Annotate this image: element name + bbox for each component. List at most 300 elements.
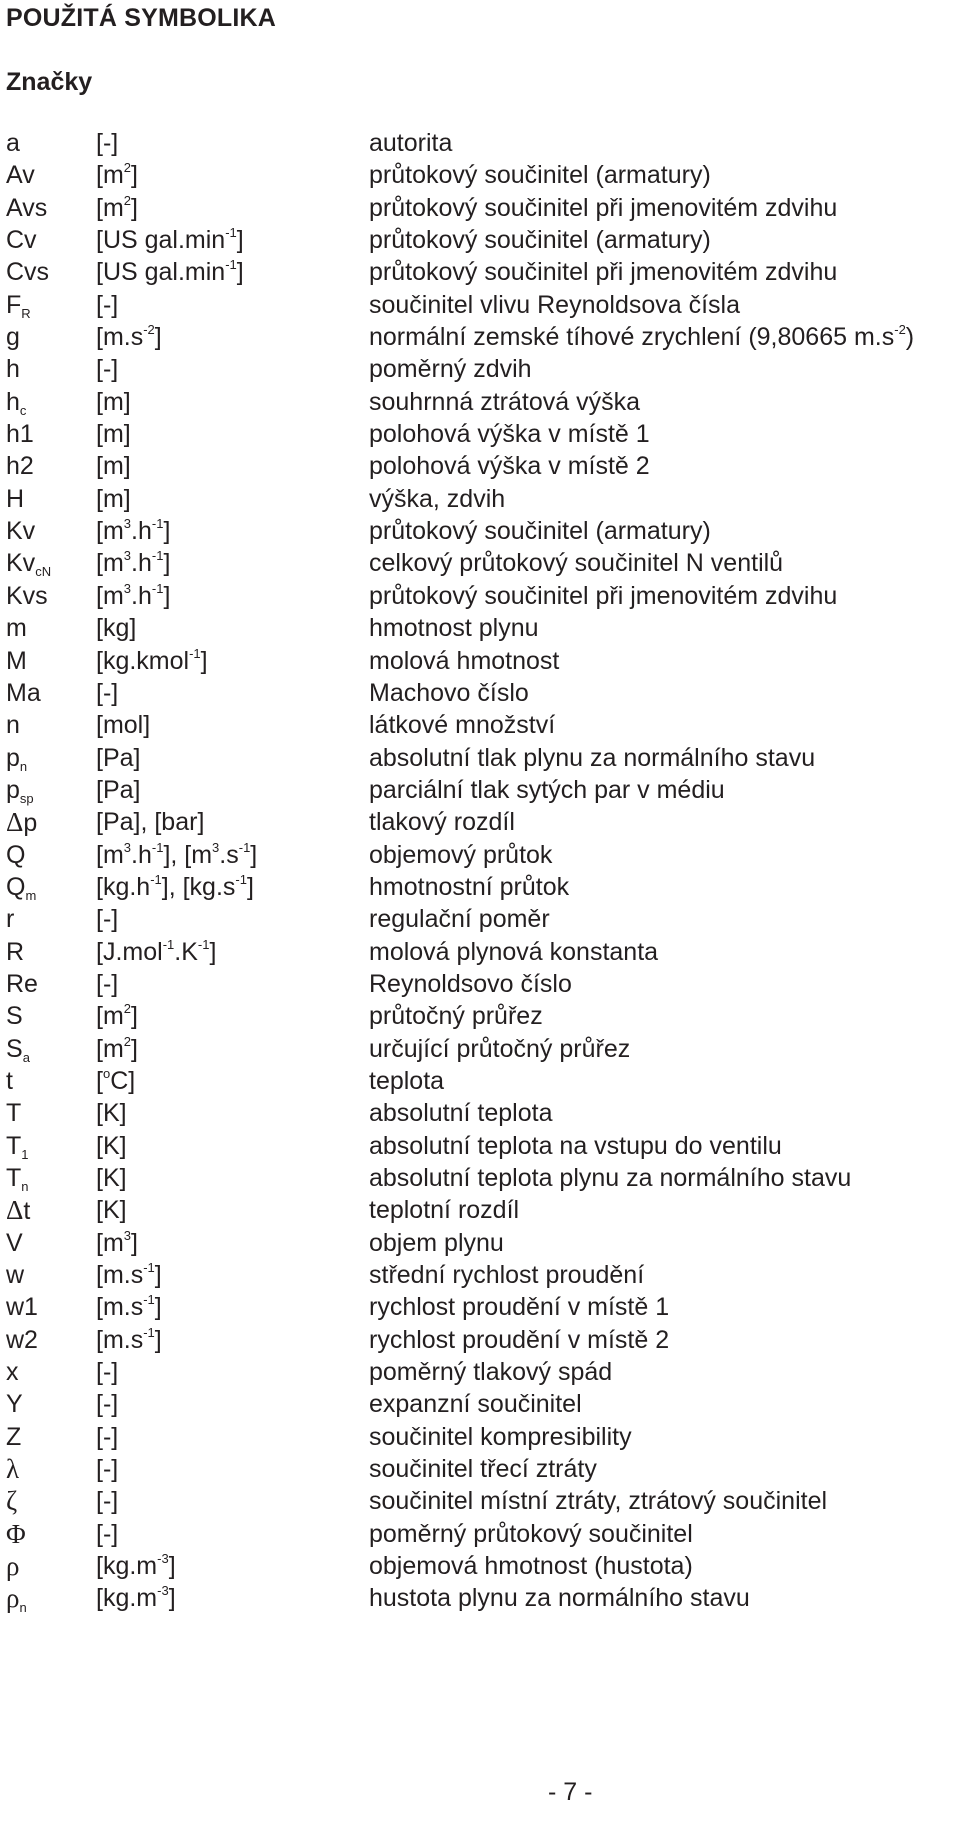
subscript: cN [35,564,52,580]
unit [96,386,131,418]
text-segment: ] [236,226,244,255]
unit [96,839,257,871]
superscript: -1 [225,257,237,273]
symbol [6,353,20,385]
description: molová plynová konstanta [369,937,659,966]
description: tlakový rozdíl [369,808,515,837]
symbol-row [6,968,946,1000]
text-segment: [kg.h [96,872,151,901]
text-segment: h1 [6,420,34,449]
text-segment: .s [219,840,239,869]
description: Reynoldsovo číslo [369,969,572,998]
symbol [6,289,31,321]
unit [96,1000,138,1032]
text-segment: S [6,1034,23,1063]
text-segment: [US gal.min [96,226,226,255]
symbol-row [6,1388,946,1420]
superscript: -3 [157,1551,169,1567]
text-segment: ] [168,1552,176,1581]
subscript: R [21,305,31,321]
description: autorita [369,129,453,157]
subscript: sp [19,790,34,806]
description: souhrnná ztrátová výška [369,387,640,416]
unit [96,256,244,288]
subscript: m [25,887,37,903]
text-segment: [Pa], [bar] [96,808,205,837]
superscript: 2 [123,160,132,176]
unit [96,127,118,159]
unit [96,742,140,774]
unit [96,1485,118,1517]
symbol [6,192,47,224]
text-segment: ] [209,937,217,966]
superscript: -2 [894,322,906,338]
description: rychlost proudění v místě 1 [369,1293,670,1322]
superscript: -1 [150,871,162,887]
text-segment: h [6,387,20,416]
description: molová hmotnost [369,646,560,675]
unit [96,774,140,806]
text-segment: F [6,290,22,319]
superscript: -1 [151,839,164,855]
symbol [6,709,20,741]
text-segment: ] [250,840,258,869]
description: polohová výška v místě 1 [369,420,650,449]
superscript: 3 [123,516,132,532]
text-segment: [J.mol [96,937,163,966]
text-segment: Q [6,840,26,869]
text-segment: [m.s [96,1325,144,1354]
unit [96,321,162,353]
text-segment: Y [6,1390,23,1419]
superscript: 3 [123,580,132,596]
symbol [6,645,27,677]
superscript: 2 [123,1033,132,1049]
text-segment: M [6,646,27,675]
subscript: c [19,402,27,418]
symbol [6,515,35,547]
symbol [6,1000,23,1032]
text-segment: [-] [96,1390,119,1419]
unit [96,1130,127,1162]
text-segment: m [6,614,27,643]
text-segment: p [23,809,38,838]
text-segment: Re [6,969,38,998]
symbol [6,159,35,191]
unit [96,1356,118,1388]
text-segment: ] [246,872,254,901]
text-segment: Cv [6,226,37,255]
symbol [6,1033,30,1065]
description: parciální tlak sytých par v médiu [369,775,725,804]
symbol-row [6,1162,946,1194]
symbol [6,1324,38,1356]
symbol-row [6,1194,946,1226]
unit [96,1033,138,1065]
text-segment: Cvs [6,258,50,287]
text-segment: t [6,1066,13,1095]
symbol [6,677,41,709]
symbol-row [6,1421,946,1453]
text-segment: g [6,323,20,352]
text-segment: T [6,1164,22,1192]
text-segment: [kg] [96,614,137,643]
symbol-row [6,192,946,224]
greek-letter: ρ [6,1551,20,1582]
symbol-row [6,418,946,450]
symbol-row [6,353,946,385]
description: absolutní teplota [369,1099,553,1128]
text-segment: [-] [96,290,119,319]
text-segment: x [6,1358,19,1387]
subscript: n [21,1179,29,1194]
symbol-row [6,1130,946,1162]
text-segment: [K] [96,1131,127,1160]
text-segment: h [6,355,20,384]
text-segment: ], [m [163,840,213,869]
superscript: -3 [157,1583,169,1599]
text-segment: [US gal.min [96,258,226,287]
description: průtočný průřez [369,1002,543,1031]
symbol [6,483,24,515]
description: teplotní rozdíl [369,1196,520,1225]
text-segment: [-] [96,1455,119,1484]
unit [96,224,244,256]
symbol [6,580,48,612]
symbol-row [6,709,946,741]
text-segment: C] [110,1066,136,1095]
symbol-row [6,289,946,321]
description: průtokový součinitel při jmenovitém zdvihu [369,193,838,222]
unit [96,450,131,482]
description [369,321,914,353]
symbol-row [6,645,946,677]
text-segment: Q [6,872,26,901]
symbol-row [6,936,946,968]
description: průtokový součinitel (armatury) [369,226,711,255]
text-segment: [-] [96,355,119,384]
text-segment: Kv [6,517,36,546]
symbol-row [6,1550,946,1582]
unit [96,159,138,191]
unit [96,871,254,903]
text-segment: [m [96,840,124,869]
symbol-row [6,127,946,159]
symbol [6,224,37,256]
text-segment: [kg.m [96,1552,158,1581]
symbol-row [6,1033,946,1065]
superscript: -1 [189,645,201,661]
text-segment: T [6,1131,22,1160]
superscript: 3 [123,548,132,564]
symbol-row [6,256,946,288]
text-segment: ] [131,193,138,222]
text-segment: ] [131,1228,138,1257]
text-segment: [m [96,193,124,222]
text-segment: [-] [96,678,119,707]
symbol-row [6,839,946,871]
superscript: -2 [143,322,155,338]
text-segment: T [6,1099,22,1128]
symbol [6,1097,21,1129]
description: průtokový součinitel (armatury) [369,161,711,190]
superscript: -1 [151,516,164,532]
symbol-row [6,677,946,709]
symbol-row [6,1453,946,1485]
text-segment: ] [163,517,171,546]
unit [96,1194,127,1226]
symbol-row [6,321,946,353]
text-segment: [Pa] [96,775,141,804]
text-segment: [m [96,1002,124,1031]
text-segment: ] [154,1261,162,1290]
text-segment: [-] [96,905,119,934]
symbol-row [6,547,946,579]
superscript: -1 [197,936,210,952]
text-segment: Ma [6,678,41,707]
superscript: 2 [123,1001,132,1017]
text-segment: [mol] [96,711,151,740]
text-segment: [m [96,549,124,578]
greek-letter: Φ [6,1518,26,1549]
text-segment: ] [131,1002,138,1031]
superscript: -1 [143,1324,155,1340]
text-segment: .h [131,549,152,578]
text-segment: ] [154,323,162,352]
symbol [6,1227,23,1259]
superscript: -1 [235,871,247,887]
section-heading: Značky [6,68,93,96]
unit [96,1582,176,1614]
symbol-row [6,806,946,838]
symbol [6,1194,30,1227]
symbol [6,936,24,968]
symbol [6,1388,23,1420]
text-segment: [m] [96,452,131,481]
symbol-row [6,742,946,774]
unit [96,1388,118,1420]
symbol-row [6,1582,946,1614]
unit [96,1550,176,1582]
description: průtokový součinitel při jmenovitém zdvihu [369,581,838,610]
description: průtokový součinitel (armatury) [369,517,711,546]
text-segment: ] [163,549,171,578]
symbol [6,127,20,159]
superscript: 3 [123,839,132,855]
text-segment: w [6,1261,25,1290]
text-segment: ] [154,1325,162,1354]
text-segment: Kv [6,549,36,578]
symbol [6,450,34,482]
symbol-row [6,483,946,515]
description: absolutní teplota plynu za normálního stavu [369,1164,852,1192]
text-segment: .h [131,581,152,610]
symbol [6,806,37,839]
superscript: -1 [238,839,251,855]
text-segment: H [6,484,25,513]
unit [96,1291,162,1323]
text-segment: [m [96,161,124,190]
text-segment: [-] [96,1358,119,1387]
text-segment: [K] [96,1099,127,1128]
symbol-row [6,1356,946,1388]
unit [96,192,138,224]
symbol-row [6,1065,946,1097]
symbol [6,1582,27,1615]
symbol-row [6,1097,946,1129]
text-segment: Z [6,1422,22,1451]
text-segment: .h [131,517,152,546]
unit [96,936,216,968]
description: poměrný tlakový spád [369,1358,613,1387]
text-segment: [m.s [96,1293,144,1322]
superscript: -1 [143,1260,155,1276]
unit [96,1227,138,1259]
description: určující průtočný průřez [369,1034,631,1063]
text-segment: [m [96,1034,124,1063]
description: součinitel vlivu Reynoldsova čísla [369,290,741,319]
greek-letter: Δ [6,807,24,838]
subscript: 1 [21,1146,29,1162]
superscript: 3 [212,839,220,855]
text-segment: ] [236,258,244,287]
symbol-list [6,127,946,1615]
text-segment: V [6,1228,23,1257]
description: Machovo číslo [369,678,529,707]
text-segment: [-] [96,1487,119,1516]
symbol [6,1550,19,1583]
greek-letter: ζ [6,1486,18,1517]
unit [96,612,136,644]
description: absolutní teplota na vstupu do ventilu [369,1131,782,1160]
unit [96,1162,127,1194]
text-segment: [-] [96,1519,119,1548]
text-segment: [m] [96,387,131,416]
unit [96,968,118,1000]
symbol-row [6,1518,946,1550]
text-segment: [-] [96,969,119,998]
symbol [6,418,34,450]
greek-letter: λ [6,1454,20,1485]
symbol-row [6,386,946,418]
greek-letter: ρ [6,1583,20,1614]
text-segment: [m.s [96,1261,144,1290]
symbol-row [6,774,946,806]
description: poměrný průtokový součinitel [369,1519,693,1548]
description: objemový průtok [369,840,553,869]
unit [96,645,208,677]
superscript: -1 [151,548,164,564]
unit [96,1065,135,1097]
text-segment: [m] [96,420,131,449]
text-segment: w1 [6,1293,38,1322]
text-segment: [ [96,1066,103,1095]
symbol [6,871,36,903]
unit [96,1518,118,1550]
text-segment: [-] [96,1422,119,1451]
symbol-row [6,903,946,935]
unit [96,806,204,838]
text-segment: ] [163,581,171,610]
text-segment: Av [6,161,35,190]
description: hmotnost plynu [369,614,539,643]
symbol [6,547,51,579]
text-segment: [kg.kmol [96,646,190,675]
symbol [6,386,26,418]
symbol-row [6,1000,946,1032]
superscript: -1 [143,1292,155,1308]
text-segment: R [6,937,25,966]
symbol [6,1065,13,1097]
symbol [6,321,20,353]
text-segment: [m [96,1228,124,1257]
symbol-row [6,1259,946,1291]
unit [96,483,131,515]
unit [96,418,131,450]
text-segment: n [6,711,20,740]
subscript: n [19,1600,27,1616]
unit [96,580,170,612]
symbol-row [6,580,946,612]
symbol-row [6,1227,946,1259]
symbol [6,1162,29,1194]
text-segment: t [23,1197,31,1226]
text-segment: w2 [6,1325,38,1354]
subscript: n [19,758,28,774]
unit [96,353,118,385]
symbol [6,839,25,871]
text-segment: [K] [96,1164,127,1192]
text-segment: [-] [96,129,119,157]
symbol-row [6,612,946,644]
text-segment: .h [131,840,152,869]
text-segment: S [6,1002,23,1031]
text-segment: [Pa] [96,743,141,772]
unit [96,709,150,741]
description: poměrný zdvih [369,355,532,384]
description: látkové množství [369,711,556,740]
description: polohová výška v místě 2 [369,452,650,481]
description: teplota [369,1066,445,1095]
symbol [6,1259,24,1291]
symbol [6,612,27,644]
text-segment: p [6,775,20,804]
symbol [6,1518,26,1551]
symbol-row [6,1485,946,1517]
text-segment: normální zemské tíhové zrychlení (9,80665 m.s [369,323,895,352]
greek-letter: Δ [6,1195,24,1226]
page-number: - 7 - [548,1778,593,1806]
text-segment: [K] [96,1196,127,1225]
text-segment: [m [96,581,124,610]
superscript: -1 [162,936,175,952]
description: součinitel třecí ztráty [369,1455,597,1484]
symbol [6,1130,29,1162]
description: absolutní tlak plynu za normálního stavu [369,743,816,772]
description: součinitel kompresibility [369,1422,632,1451]
description: výška, zdvih [369,484,506,513]
symbol-row [6,1324,946,1356]
unit [96,515,170,547]
superscript: o [102,1065,111,1081]
text-segment: [m.s [96,323,144,352]
unit [96,1324,162,1356]
superscript: -1 [151,580,164,596]
symbol [6,1421,21,1453]
symbol-row [6,1291,946,1323]
unit [96,1259,162,1291]
text-segment: ], [kg.s [161,872,236,901]
